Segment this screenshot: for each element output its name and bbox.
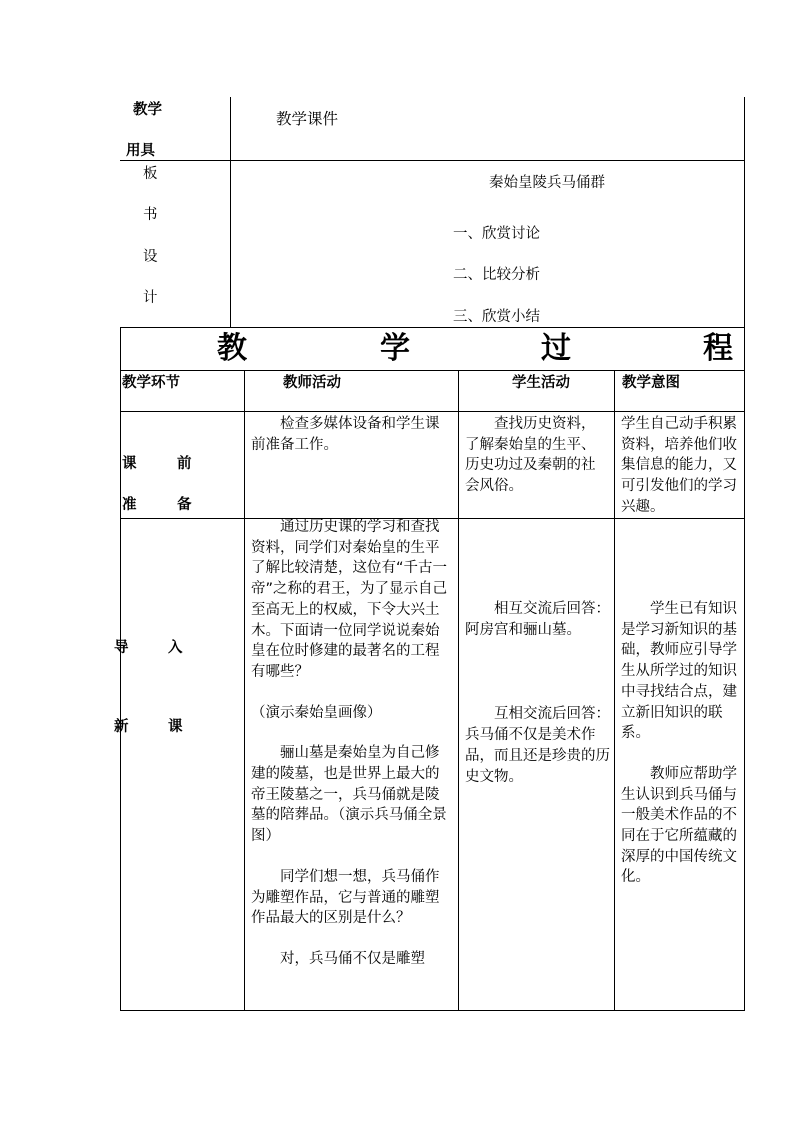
col-divider-1 xyxy=(244,370,245,1011)
row2-stage-char-3: 新 xyxy=(114,719,129,735)
row1-stage-char-3: 准 xyxy=(122,497,137,513)
board-label-1: 板 xyxy=(143,166,158,182)
tools-label-2 xyxy=(126,141,186,162)
row1-student xyxy=(465,414,609,497)
row1-teacher-text: 检查多媒体设备和学生课前准备工作。 xyxy=(251,416,440,453)
heading-bottom-border xyxy=(120,370,745,371)
tools-label-line2: 用具 xyxy=(126,143,155,159)
top-row-divider xyxy=(120,160,745,161)
process-left-border xyxy=(120,327,121,1011)
tools-label xyxy=(133,100,193,121)
column-header-student: 学生活动 xyxy=(512,375,570,391)
col-divider-3 xyxy=(614,370,615,1011)
tools-value: 教学课件 xyxy=(276,110,339,128)
board-item-1: 一、欣赏讨论 xyxy=(453,226,540,242)
row1-stage-char-1: 课 xyxy=(122,456,137,472)
row2-teacher-para-2: （演示秦始皇画像） xyxy=(251,704,382,721)
process-right-border xyxy=(744,327,745,1011)
board-label-4: 计 xyxy=(143,290,158,306)
row1-stage-char-2: 前 xyxy=(177,456,192,472)
col-divider-2 xyxy=(458,370,459,1011)
process-heading-char-4: 程 xyxy=(703,331,733,366)
row2-student-para-1: 相互交流后回答：阿房宫和骊山墓。 xyxy=(465,601,610,638)
board-item-2: 二、比较分析 xyxy=(453,267,540,283)
column-header-intent: 教学意图 xyxy=(622,375,680,391)
process-heading-char-3: 过 xyxy=(541,331,571,366)
header-bottom-border xyxy=(120,411,745,412)
table-bottom-border xyxy=(120,1010,745,1011)
row1-teacher xyxy=(251,414,453,455)
column-header-stage: 教学环节 xyxy=(122,375,180,391)
column-header-teacher: 教师活动 xyxy=(283,375,341,391)
top-right-border xyxy=(744,97,745,327)
row1-stage-char-4: 备 xyxy=(177,497,192,513)
tools-label-line1: 教学 xyxy=(133,102,162,118)
row1-intent-text: 学生自己动手积累资料，培养他们收集信息的能力，又可引发他们的学习兴趣。 xyxy=(621,416,737,515)
process-top-border xyxy=(120,327,745,328)
process-heading-char-1: 教 xyxy=(217,331,247,366)
row2-teacher xyxy=(251,517,451,970)
row2-teacher-para-5: 对，兵马俑不仅是雕塑 xyxy=(280,950,425,967)
board-label-2: 书 xyxy=(143,207,158,223)
row2-student-para-2: 互相交流后回答：兵马俑不仅是美术作品，而且还是珍贵的历史文物。 xyxy=(465,706,610,785)
row2-intent-para-1: 学生已有知识是学习新知识的基础，教师应引导学生从所学过的知识中寻找结合点，建立新旧知识的联系。 xyxy=(621,601,737,742)
row2-stage-char-4: 课 xyxy=(168,719,183,735)
row2-intent xyxy=(621,599,739,888)
row2-stage-char-1: 导 xyxy=(114,640,129,656)
row2-teacher-para-3: 骊山墓是秦始皇为自己修建的陵墓，也是世界上最大的帝王陵墓之一，兵马俑就是陵墓的陪葬品。（演示兵马俑全景图） xyxy=(251,745,447,845)
row2-intent-para-2: 教师应帮助学生认识到兵马俑与一般美术作品的不同在于它所蕴藏的深厚的中国传统文化。 xyxy=(621,765,737,886)
row2-stage-char-2: 入 xyxy=(168,640,183,656)
row1-student-text: 查找历史资料，了解秦始皇的生平、历史功过及秦朝的社会风俗。 xyxy=(465,416,596,495)
top-left-border xyxy=(230,97,231,327)
row1-intent xyxy=(621,414,739,518)
process-heading-char-2: 学 xyxy=(380,331,410,366)
board-title: 秦始皇陵兵马俑群 xyxy=(489,175,605,191)
row2-teacher-para-4: 同学们想一想，兵马俑作为雕塑作品，它与普通的雕塑作品最大的区别是什么？ xyxy=(251,868,440,927)
board-item-3: 三、欣赏小结 xyxy=(453,309,540,325)
row2-teacher-para-1: 通过历史课的学习和查找资料，同学们对秦始皇的生平了解比较清楚，这位有“千古一帝”之称的君王，为了显示自己至高无上的权威，下令大兴土木。下面请一位同学说说秦始皇在位时修建的最著名的工程有哪些？ xyxy=(251,519,448,680)
board-label-3: 设 xyxy=(143,249,158,265)
row2-student xyxy=(465,599,610,787)
